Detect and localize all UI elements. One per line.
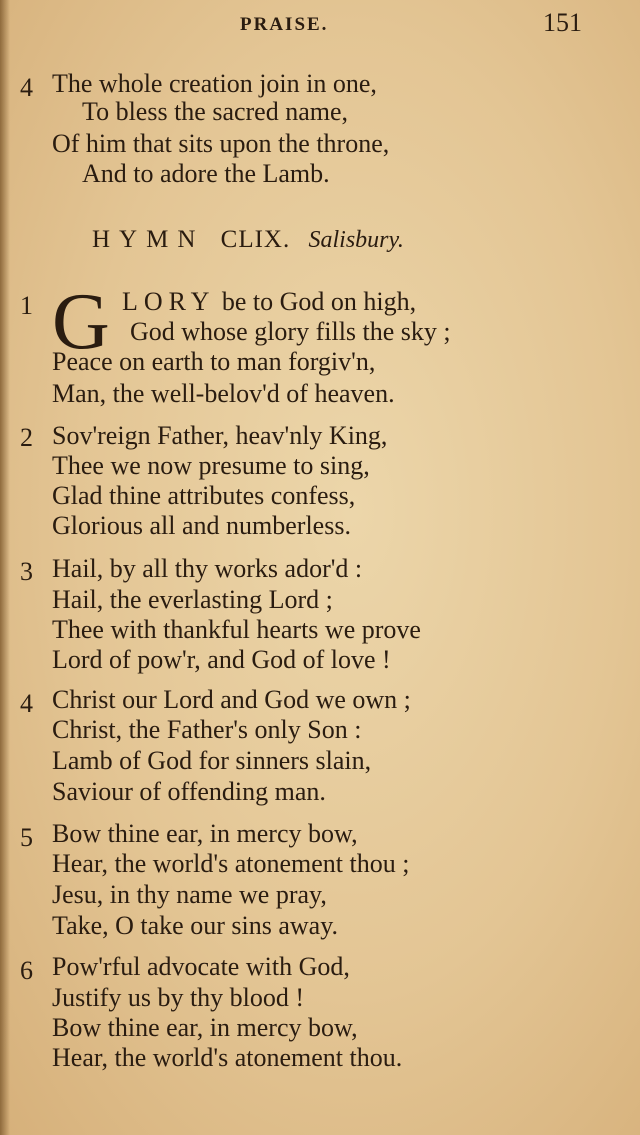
verse-line: Of him that sits upon the throne, [52,129,390,158]
hymn-title: HYMN [92,226,205,253]
verse-line: Hear, the world's atonement thou. [52,1043,403,1072]
verse-line: Christ our Lord and God we own ; [52,685,411,714]
stanza-number: 2 [20,423,33,452]
verse-line: Pow'rful advocate with God, [52,952,350,981]
verse-line: Thee with thankful hearts we prove [52,615,421,644]
verse-line: Man, the well-belov'd of heaven. [52,379,395,408]
verse-line: Lamb of God for sinners slain, [52,746,372,775]
verse-line: Glorious all and numberless. [52,511,351,540]
verse-line: Glad thine attributes confess, [52,481,356,510]
stanza-number: 4 [20,73,33,102]
verse-line: Lord of pow'r, and God of love ! [52,645,391,674]
verse-line: Christ, the Father's only Son : [52,715,362,744]
verse-line: Jesu, in thy name we pray, [52,880,327,909]
hymn-tune-name: Salisbury. [308,227,404,253]
stanza-number: 1 [20,291,33,320]
verse-line: The whole creation join in one, [52,69,377,98]
verse-line: Saviour of offending man. [52,777,326,806]
first-line-rest: be to God on high, [221,287,417,316]
drop-cap-initial: G [52,278,110,366]
verse-line-first [122,286,416,317]
stanza-number: 3 [20,557,33,586]
verse-line: Hail, by all thy works ador'd : [52,554,363,583]
verse-line: Bow thine ear, in mercy bow, [52,819,358,848]
verse-line: Thee we now presume to sing, [52,451,370,480]
stanza-number: 4 [20,689,33,718]
verse-line: God whose glory fills the sky ; [130,317,451,346]
page-spine-shadow [0,0,10,1135]
hymn-number: CLIX. [220,226,291,253]
stanza-number: 5 [20,823,33,852]
verse-line: To bless the sacred name, [82,97,349,126]
verse-line: And to adore the Lamb. [82,159,330,188]
verse-line: Hear, the world's atonement thou ; [52,849,410,878]
verse-line: Justify us by thy blood ! [52,983,305,1012]
first-word-caps: LORY [122,287,216,316]
running-head: PRAISE. [240,14,329,35]
page-number: 151 [543,8,582,37]
verse-line: Sov'reign Father, heav'nly King, [52,421,388,450]
verse-line: Take, O take our sins away. [52,911,339,940]
verse-line: Hail, the everlasting Lord ; [52,585,333,614]
verse-line: Peace on earth to man forgiv'n, [52,347,376,376]
stanza-number: 6 [20,956,33,985]
verse-line: Bow thine ear, in mercy bow, [52,1013,358,1042]
hymn-heading [92,226,404,254]
